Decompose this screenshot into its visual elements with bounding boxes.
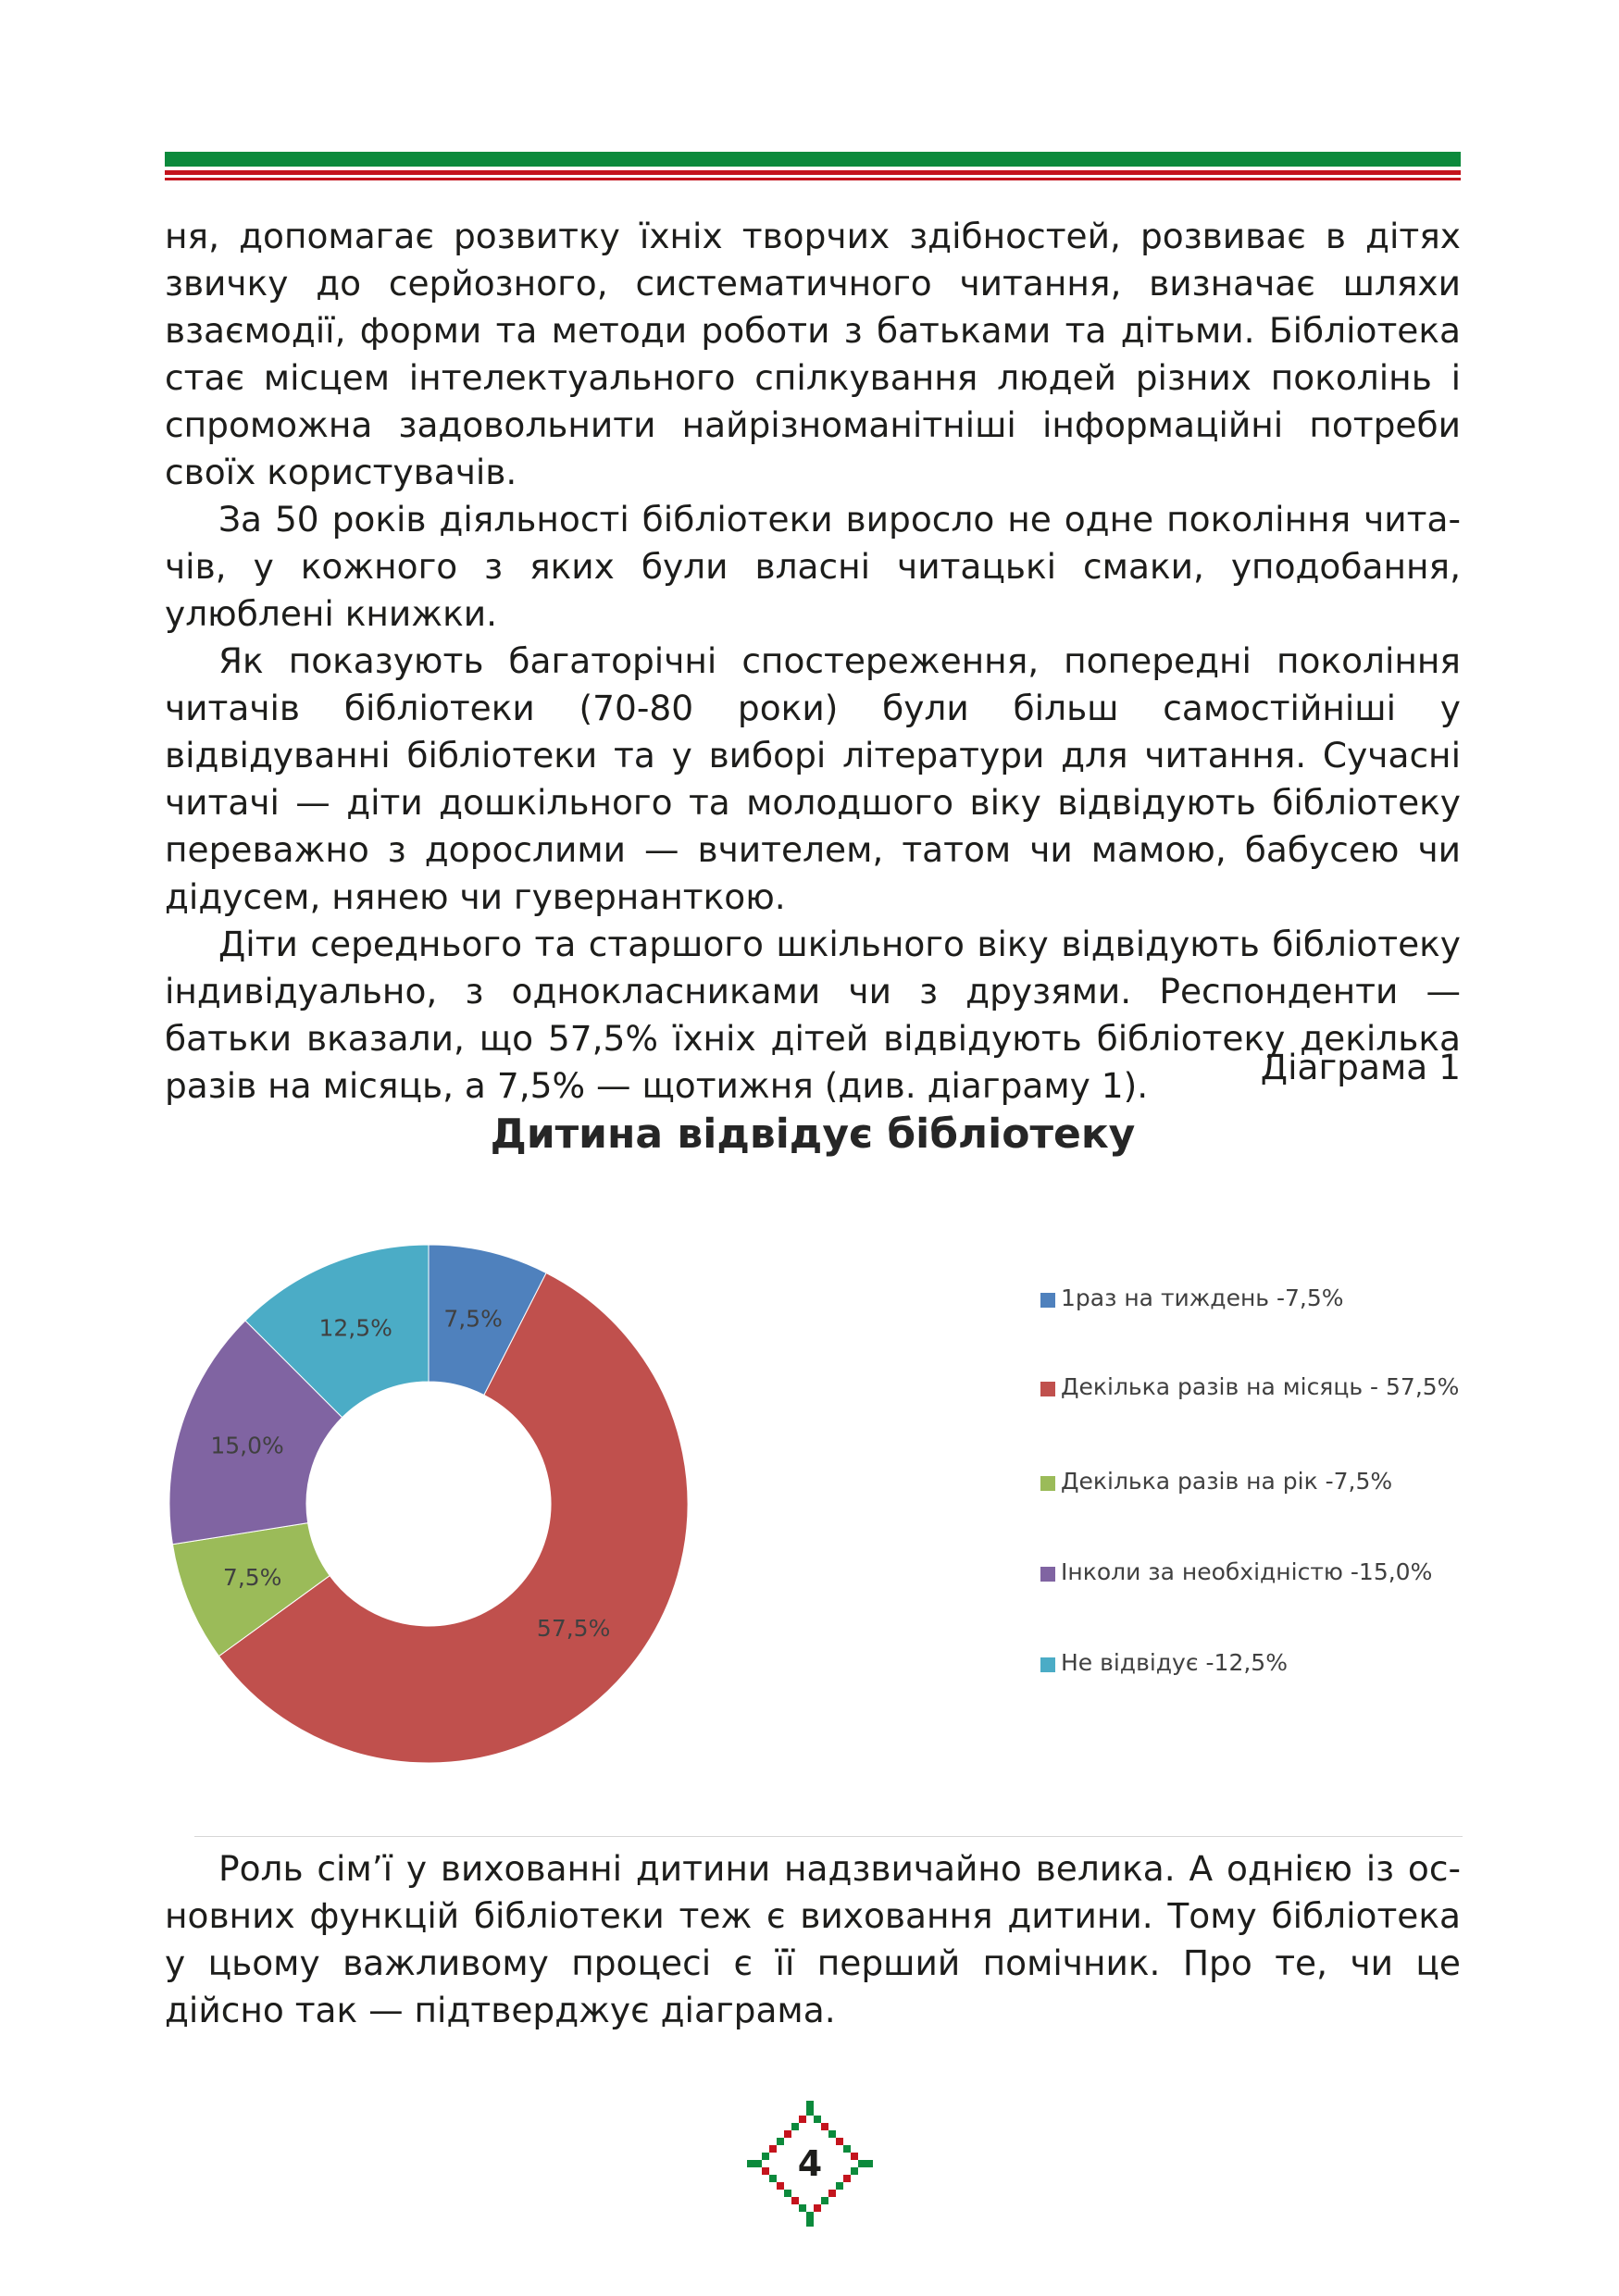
paragraph: За 50 років діяльності бібліотеки виросло не одне покоління читачів, у кожного з яких були власні читацькі смаки, уподобання, улюблені книжки.	[165, 499, 1461, 634]
paragraph: ня, допомагає розвитку їхніх творчих здібностей, розвиває в дітях звичку до серйозного, систематичного читання, визначає шляхи взаємодії, форми та методи роботи з батьками та дітьми. Бібліотека стає місцем інтелектуального спілкування людей різних поколінь і спроможна задовольнити найрізноманітніші інформаційні потреби своїх користувачів.	[165, 216, 1461, 492]
slice-data-label: 15,0%	[210, 1432, 284, 1459]
legend-label: Декілька разів на місяць - 57,5%	[1061, 1373, 1460, 1400]
header-rule-red-thin	[165, 178, 1461, 180]
slice-data-label: 12,5%	[318, 1314, 392, 1342]
divider-line	[194, 1836, 1463, 1837]
body-text-bottom	[165, 1845, 1461, 2034]
legend-item	[1040, 1282, 1476, 1315]
legend-item	[1040, 1556, 1476, 1589]
legend-swatch	[1040, 1293, 1055, 1308]
legend-item	[1040, 1371, 1476, 1404]
diagram-caption: Діаграма 1	[1260, 1047, 1461, 1087]
legend-swatch	[1040, 1657, 1055, 1672]
chart-title: Дитина відвідує бібліотеку	[490, 1111, 1136, 1158]
slice-data-label: 57,5%	[536, 1614, 611, 1642]
paragraph: Як показують багаторічні спостереження, попередні покоління читачів бібліотеки (70-80 роки) були більш самостійніші у відвідуванні бібліотеки та у виборі літератури для читання. Сучасні читачі — діти дошкільного та молодшого віку відвідують бібліотеку переважно з дорослими — вчителем, татом чи мамою, бабусею чи дідусем, нянею чи гувернанткою.	[165, 640, 1461, 917]
donut-chart	[165, 1194, 720, 1786]
page-number-ornament	[747, 2101, 873, 2230]
legend-item	[1040, 1646, 1476, 1680]
paragraph: Роль сім’ї у вихованні дитини надзвичайно велика. А однією із основних функцій бібліотеки теж є виховання дитини. Тому бібліотека у цьому важливому процесі є її перший помічник. Про те, чи це дійсно так — підтверджує діаграма.	[165, 1848, 1461, 2030]
legend-label: 1раз на тиждень -7,5%	[1061, 1285, 1344, 1311]
legend-swatch	[1040, 1567, 1055, 1582]
page-number: 4	[797, 2143, 823, 2184]
legend-swatch	[1040, 1476, 1055, 1491]
slice-data-label: 7,5%	[222, 1563, 282, 1591]
legend-item	[1040, 1465, 1476, 1498]
legend-label: Декілька разів на рік -7,5%	[1061, 1468, 1393, 1495]
legend-label: Не відвідує -12,5%	[1061, 1649, 1288, 1676]
paragraph: Діти середнього та старшого шкільного віку відвідують бібліотеку індивідуально, з однокласниками чи з друзями. Респонденти — батьки вказали, що 57,5% їхніх дітей відвідують бібліотеку декілька разів на місяць, а 7,5% — щотижня (див. діаграму 1).	[165, 924, 1461, 1106]
slice-data-label: 7,5%	[443, 1305, 503, 1333]
legend-swatch	[1040, 1382, 1055, 1396]
header-rule-green	[165, 152, 1461, 167]
header-rule-red	[165, 170, 1461, 175]
legend-label: Інколи за необхідністю -15,0%	[1061, 1558, 1433, 1585]
body-text-top	[165, 213, 1461, 1110]
